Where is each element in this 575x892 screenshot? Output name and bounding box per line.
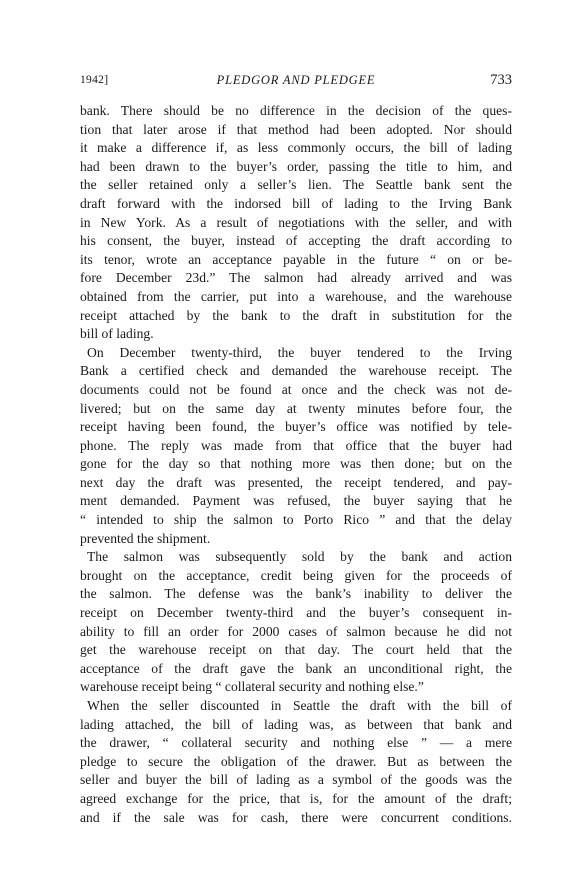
page [80, 70, 512, 827]
text-line: next day the draft was presented, the receipt tendered, and pay- [80, 474, 512, 490]
text-line: brought on the acceptance, credit being given for the proceeds of [80, 567, 512, 583]
text-line: and if the sale was for cash, there were concurrent conditions. [80, 809, 512, 825]
text-line: the seller retained only a seller’s lien. The Seattle bank sent the [80, 177, 512, 193]
text-line: documents could not be found at once and the check was not de- [80, 381, 512, 397]
body-text [80, 102, 512, 827]
text-line: bank. There should be no difference in the decision of the ques- [80, 103, 512, 118]
paragraph [80, 697, 512, 827]
text-line: ment demanded. Payment was refused, the buyer saying that he [80, 493, 512, 509]
text-line: its tenor, wrote an acceptance payable in the future “ on or be- [80, 251, 512, 267]
text-line: gone for the day so that nothing more was then done; but on the [80, 456, 512, 472]
header-title: PLEDGOR AND PLEDGEE [216, 73, 376, 87]
text-line: On December twenty-third, the buyer tendered to the Irving [87, 344, 512, 360]
text-line: the drawer, “ collateral security and nothing else ” — a mere [80, 735, 512, 751]
text-line: it make a difference if, as less commonly occurs, the bill of lading [80, 140, 512, 156]
text-line: receipt having been found, the buyer’s office was notified by tele- [80, 419, 512, 435]
text-line: his consent, the buyer, instead of accepting the draft according to [80, 233, 512, 249]
text-line: prevented the shipment. [80, 530, 211, 546]
text-line: had been drawn to the buyer’s order, passing the title to him, and [80, 158, 512, 174]
paragraph [80, 548, 512, 697]
text-line: the salmon. The defense was the bank’s inability to deliver the [80, 586, 512, 602]
text-line: bill of lading. [80, 326, 154, 342]
text-line: “ intended to ship the salmon to Porto Rico ” and that the delay [80, 512, 512, 528]
text-line: get the warehouse receipt on that day. The court held that the [80, 642, 512, 658]
header-year: 1942] [80, 74, 109, 86]
text-line: fore December 23d.” The salmon had already arrived and was [80, 270, 512, 286]
text-line: ability to fill an order for 2000 cases of salmon because he did not [80, 623, 512, 639]
text-line: obtained from the carrier, put into a warehouse, and the warehouse [80, 288, 512, 304]
text-line: phone. The reply was made from that office that the buyer had [80, 437, 512, 453]
text-line: livered; but on the same day at twenty minutes before four, the [80, 400, 512, 416]
text-line: The salmon was subsequently sold by the bank and action [87, 549, 512, 565]
text-line: agreed exchange for the price, that is, for the amount of the draft; [80, 790, 512, 806]
text-line: seller and buyer the bill of lading as a symbol of the goods was the [80, 772, 512, 788]
text-line: tion that later arose if that method had been adopted. Nor should [80, 121, 512, 137]
page-number: 733 [490, 72, 512, 88]
text-line: receipt on December twenty-third and the buyer’s consequent in- [80, 605, 512, 621]
text-line: draft forward with the indorsed bill of lading to the Irving Bank [80, 195, 512, 211]
paragraph [80, 102, 512, 344]
text-line: warehouse receipt being “ collateral security and nothing else.” [80, 679, 424, 695]
text-line: Bank a certified check and demanded the warehouse receipt. The [80, 363, 512, 379]
text-line: receipt attached by the bank to the draft in substitution for the [80, 307, 512, 323]
text-line: lading attached, the bill of lading was, as between that bank and [80, 716, 512, 732]
running-head [80, 70, 512, 90]
text-line: in New York. As a result of negotiations with the seller, and with [80, 214, 512, 230]
paragraph [80, 344, 512, 549]
text-line: acceptance of the draft gave the bank an unconditional right, the [80, 660, 512, 676]
text-line: pledge to secure the obligation of the drawer. But as between the [80, 753, 512, 769]
text-line: When the seller discounted in Seattle the draft with the bill of [87, 698, 512, 713]
